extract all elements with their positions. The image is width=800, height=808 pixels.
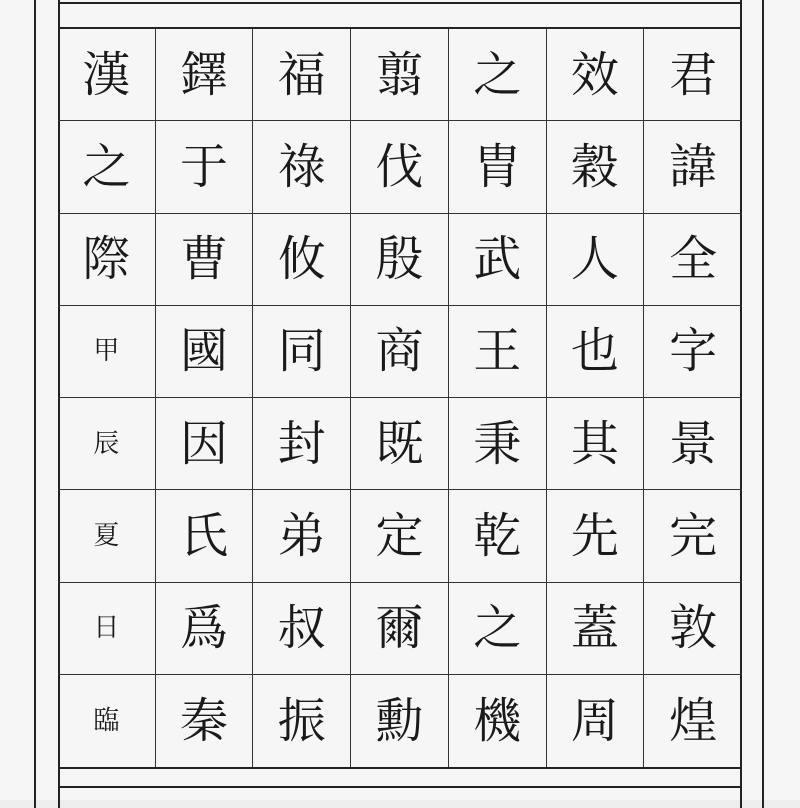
- character-cell: [253, 306, 351, 398]
- character-cell: [547, 398, 645, 490]
- character: 殷: [375, 231, 424, 288]
- character-cell: [644, 214, 742, 306]
- character: 君: [669, 46, 718, 103]
- character-cell: [253, 398, 351, 490]
- character: 夏: [93, 520, 120, 551]
- character-cell: [351, 121, 449, 213]
- character-cell: [58, 490, 156, 582]
- character-cell: [351, 306, 449, 398]
- character-cell: [644, 583, 742, 675]
- character: 之: [82, 138, 131, 195]
- character-cell: [156, 398, 254, 490]
- character: 蓋: [570, 600, 619, 657]
- character-cell: [156, 121, 254, 213]
- character: 爾: [375, 600, 424, 657]
- character-cell: [351, 398, 449, 490]
- character: 因: [180, 415, 229, 472]
- character: 既: [375, 415, 424, 472]
- bottom-margin-line: [58, 786, 742, 788]
- character-cell: [449, 675, 547, 767]
- character-cell: [156, 214, 254, 306]
- character: 弟: [277, 507, 326, 564]
- character-cell: [58, 214, 156, 306]
- character: 國: [180, 323, 229, 380]
- character-cell: [449, 490, 547, 582]
- character-cell: [58, 29, 156, 121]
- character-cell: [156, 583, 254, 675]
- character-cell: [644, 29, 742, 121]
- character: 福: [277, 46, 326, 103]
- character: 人: [570, 231, 619, 288]
- character-cell: [156, 490, 254, 582]
- character-cell: [644, 675, 742, 767]
- character: 也: [570, 323, 619, 380]
- character-cell: [547, 583, 645, 675]
- character-cell: [449, 121, 547, 213]
- character-cell: [58, 398, 156, 490]
- character-cell: [449, 306, 547, 398]
- character: 機: [473, 692, 522, 749]
- character-cell: [547, 29, 645, 121]
- character: 振: [277, 692, 326, 749]
- character: 全: [669, 231, 718, 288]
- character: 辰: [93, 428, 120, 459]
- character: 日: [93, 613, 120, 644]
- character-cell: [156, 675, 254, 767]
- character: 攸: [277, 231, 326, 288]
- character: 際: [82, 231, 131, 288]
- character-cell: [253, 29, 351, 121]
- character: 祿: [277, 138, 326, 195]
- character-cell: [644, 306, 742, 398]
- character: 之: [473, 46, 522, 103]
- character-cell: [351, 29, 449, 121]
- character: 同: [277, 323, 326, 380]
- character-cell: [351, 583, 449, 675]
- character-cell: [351, 214, 449, 306]
- character: 穀: [570, 138, 619, 195]
- character-cell: [351, 675, 449, 767]
- character-cell: [253, 675, 351, 767]
- character: 秦: [180, 692, 229, 749]
- character: 周: [570, 692, 619, 749]
- character-cell: [253, 583, 351, 675]
- character: 王: [473, 323, 522, 380]
- character: 氏: [180, 507, 229, 564]
- character: 伐: [375, 138, 424, 195]
- character: 翦: [375, 46, 424, 103]
- character-grid: [58, 27, 742, 769]
- character: 胄: [473, 138, 522, 195]
- character: 于: [180, 138, 229, 195]
- character-cell: [58, 583, 156, 675]
- character-cell: [449, 583, 547, 675]
- character-cell: [644, 398, 742, 490]
- character: 武: [473, 231, 522, 288]
- character-cell: [547, 214, 645, 306]
- character-cell: [58, 121, 156, 213]
- character-cell: [156, 306, 254, 398]
- character: 漢: [82, 46, 131, 103]
- top-margin-line: [58, 2, 742, 4]
- character-cell: [547, 121, 645, 213]
- character: 之: [473, 600, 522, 657]
- character: 臨: [93, 705, 120, 736]
- character: 諱: [669, 138, 718, 195]
- character: 秉: [473, 415, 522, 472]
- character-cell: [253, 214, 351, 306]
- character: 字: [669, 323, 718, 380]
- character: 封: [277, 415, 326, 472]
- character-cell: [58, 306, 156, 398]
- character: 效: [570, 46, 619, 103]
- character-cell: [449, 29, 547, 121]
- character-cell: [253, 490, 351, 582]
- character-cell: [449, 398, 547, 490]
- character: 定: [375, 507, 424, 564]
- character: 乾: [473, 507, 522, 564]
- character-cell: [449, 214, 547, 306]
- character: 敦: [669, 600, 718, 657]
- character-cell: [547, 490, 645, 582]
- character: 曹: [180, 231, 229, 288]
- character-cell: [547, 306, 645, 398]
- character: 勳: [375, 692, 424, 749]
- character: 景: [669, 415, 718, 472]
- character-cell: [644, 490, 742, 582]
- character-cell: [547, 675, 645, 767]
- character: 爲: [180, 600, 229, 657]
- character-cell: [58, 675, 156, 767]
- character-cell: [644, 121, 742, 213]
- character-cell: [156, 29, 254, 121]
- character: 叔: [277, 600, 326, 657]
- character: 商: [375, 323, 424, 380]
- character: 先: [570, 507, 619, 564]
- character: 完: [669, 507, 718, 564]
- character: 甲: [93, 336, 120, 367]
- character: 其: [570, 415, 619, 472]
- character-cell: [351, 490, 449, 582]
- character: 鐸: [180, 46, 229, 103]
- character-cell: [253, 121, 351, 213]
- character: 煌: [669, 692, 718, 749]
